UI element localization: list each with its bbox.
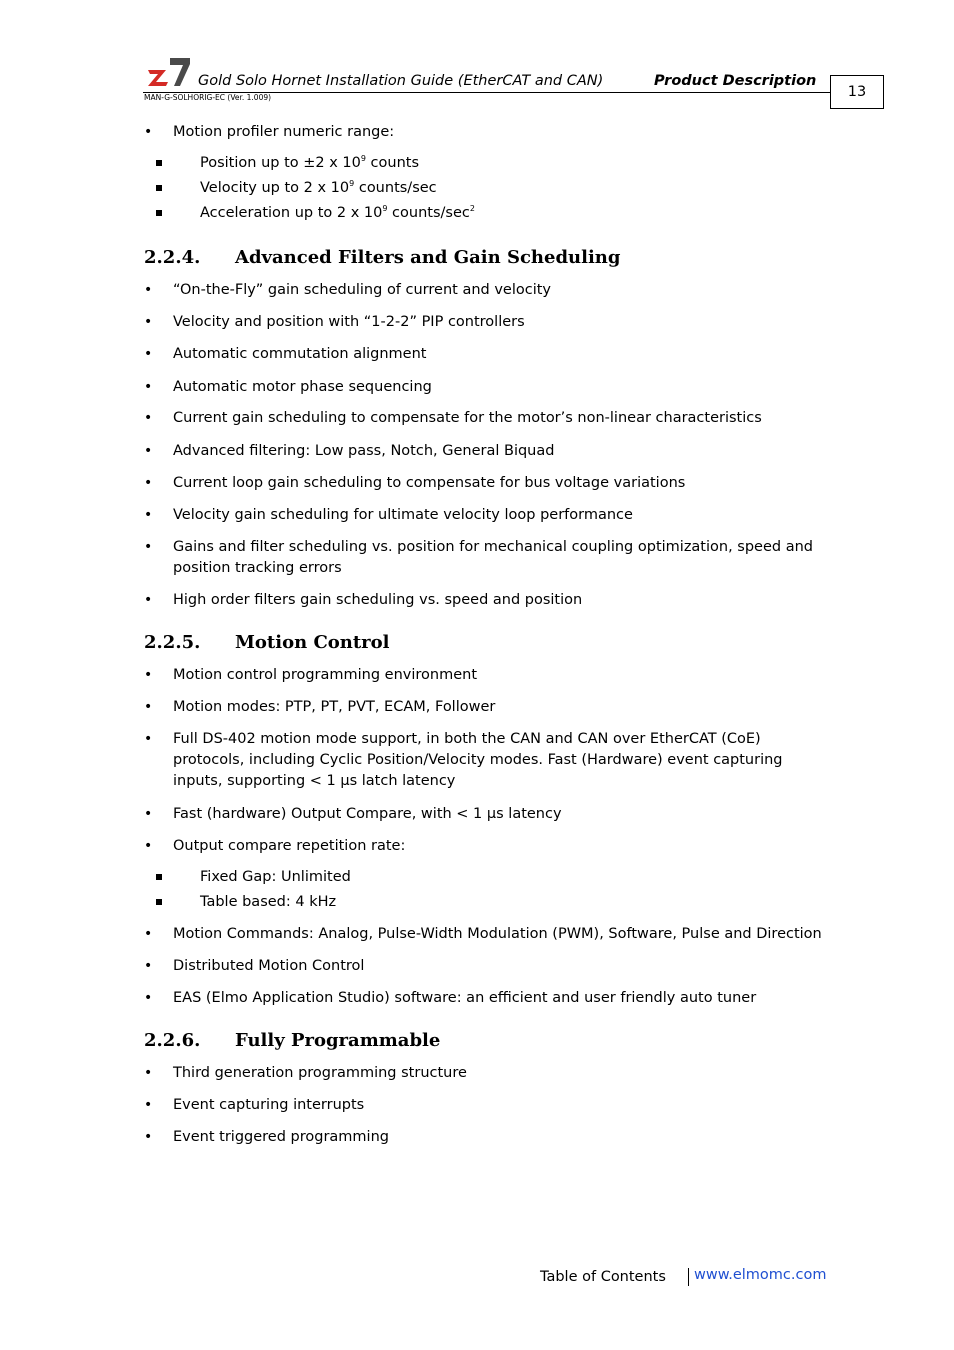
list-item: Velocity and position with “1-2-2” PIP controllers	[173, 314, 525, 330]
website-link[interactable]: www.elmomc.com	[694, 1267, 827, 1283]
list-item: High order filters gain scheduling vs. speed and position	[173, 592, 583, 608]
list-item: Automatic motor phase sequencing	[173, 379, 432, 395]
bullet-icon: •	[144, 410, 153, 426]
list-item: Fast (hardware) Output Compare, with < 1 µs latency	[173, 806, 562, 822]
section-title: Product Description	[654, 73, 817, 89]
list-item: “On-the-Fly” gain scheduling of current and velocity	[173, 282, 551, 298]
bullet-icon: •	[144, 990, 153, 1006]
bullet-icon: •	[144, 379, 153, 395]
section-heading: 2.2.5. Motion Control	[144, 632, 390, 653]
bullet-icon: •	[144, 731, 153, 747]
list-item: EAS (Elmo Application Studio) software: an efficient and user friendly auto tuner	[173, 990, 757, 1006]
sub-list-item: Velocity up to 2 x $10^9$ counts/sec	[200, 179, 437, 196]
list-item: Full DS-402 motion mode support, in both the CAN and CAN over EtherCAT (CoE) protocols, including Cyclic Position/Velocity modes. Fast (Hardware) event capturing inputs, supporting < 1 µs latch latency	[173, 731, 783, 789]
bullet-icon: •	[144, 667, 153, 683]
list-item: Event triggered programming	[173, 1129, 389, 1145]
section-heading: 2.2.6. Fully Programmable	[144, 1030, 441, 1051]
list-item: Motion Commands: Analog, Pulse-Width Modulation (PWM), Software, Pulse and Direction	[173, 926, 822, 942]
bullet-icon: •	[144, 443, 153, 459]
page-number: 13	[830, 75, 884, 109]
sub-list-item: Acceleration up to 2 x $10^9$ counts/$\sec^2$	[200, 204, 475, 221]
bullet-icon: •	[144, 124, 153, 140]
square-bullet-icon	[156, 160, 162, 166]
bullet-icon: •	[144, 838, 153, 854]
list-item: Current loop gain scheduling to compensate for bus voltage variations	[173, 475, 686, 491]
square-bullet-icon	[156, 210, 162, 216]
bullet-icon: •	[144, 1129, 153, 1145]
bullet-icon: •	[144, 346, 153, 362]
bullet-icon: •	[144, 475, 153, 491]
bullet-icon: •	[144, 1065, 153, 1081]
list-item: Motion modes: PTP, PT, PVT, ECAM, Follower	[173, 699, 496, 715]
list-item: Motion control programming environment	[173, 667, 478, 683]
bullet-icon: •	[144, 806, 153, 822]
bullet-icon: •	[144, 507, 153, 523]
sub-list-item: Position up to ±2 x $10^9$ counts	[200, 154, 420, 171]
square-bullet-icon	[156, 874, 162, 880]
bullet-icon: •	[144, 282, 153, 298]
sub-list-item: Fixed Gap: Unlimited	[200, 869, 351, 885]
bullet-icon: •	[144, 592, 153, 608]
list-item: Distributed Motion Control	[173, 958, 365, 974]
bullet-icon: •	[144, 539, 153, 555]
bullet-icon: •	[144, 958, 153, 974]
section-heading: 2.2.4. Advanced Filters and Gain Scheduling	[144, 247, 621, 268]
sub-list-item: Table based: 4 kHz	[200, 894, 337, 910]
list-item: Gains and filter scheduling vs. position for mechanical coupling optimization, speed and position tracking errors	[173, 539, 813, 576]
list-item: Third generation programming structure	[173, 1065, 467, 1081]
document-title: Gold Solo Hornet Installation Guide (EtherCAT and CAN)	[198, 73, 604, 89]
list-item: Velocity gain scheduling for ultimate velocity loop performance	[173, 507, 633, 523]
list-item: Advanced filtering: Low pass, Notch, General Biquad	[173, 443, 555, 459]
list-item: Motion profiler numeric range:	[173, 124, 395, 140]
square-bullet-icon	[156, 899, 162, 905]
bullet-icon: •	[144, 699, 153, 715]
bullet-icon: •	[144, 314, 153, 330]
elmo-logo-icon	[148, 58, 190, 86]
list-item: Automatic commutation alignment	[173, 346, 427, 362]
document-id: MAN-G-SOLHORIG-EC (Ver. 1.009)	[144, 93, 272, 102]
square-bullet-icon	[156, 185, 162, 191]
list-item: Current gain scheduling to compensate for the motor’s non-linear characteristics	[173, 410, 762, 426]
bullet-icon: •	[144, 1097, 153, 1113]
list-item: Event capturing interrupts	[173, 1097, 365, 1113]
list-item: Output compare repetition rate:	[173, 838, 406, 854]
bullet-icon: •	[144, 926, 153, 942]
table-of-contents-link[interactable]: Table of Contents	[540, 1269, 666, 1285]
footer-separator	[688, 1268, 689, 1286]
